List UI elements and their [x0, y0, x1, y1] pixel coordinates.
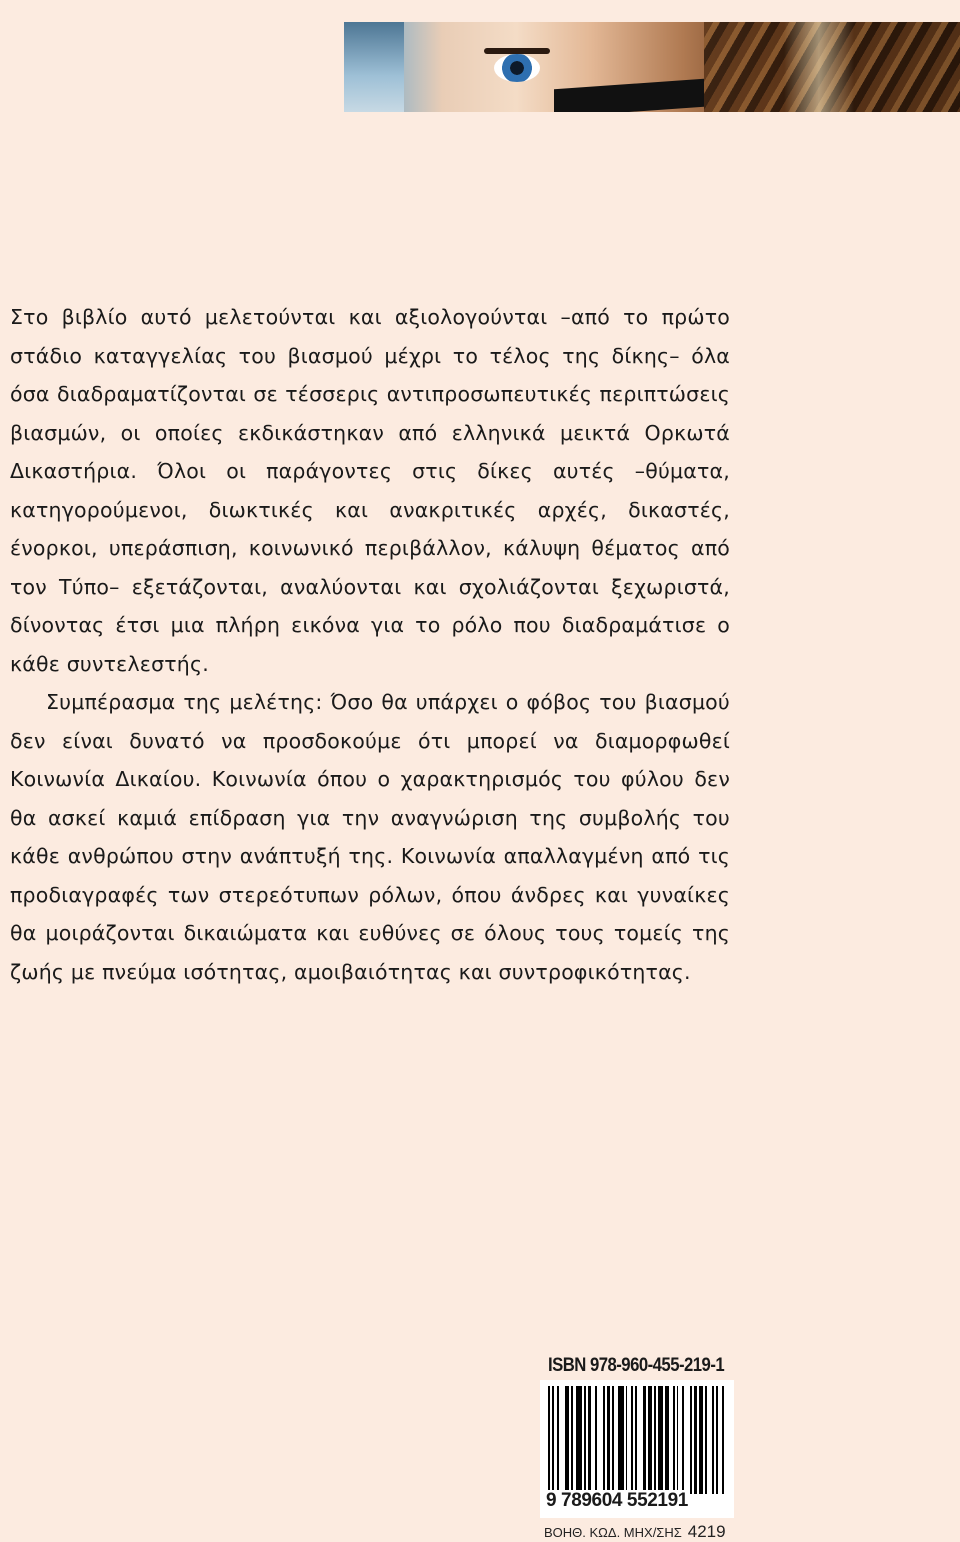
- blurb-paragraph-2: Συμπέρασμα της μελέτης: Όσο θα υπάρχει ο φόβος του βιασμού δεν είναι δυνατό να προσδοκούμε ότι μπορεί να διαμορφωθεί Κοινωνία Δικαίου. Κοινωνία όπου ο χαρακτηρισμός του φύλου δεν θα ασκεί καμιά επίδραση για την αναγνώριση της συμβολής του κάθε ανθρώπου στην ανάπτυξή της. Κοινωνία απαλλαγμένη από τις προδιαγραφές των στερεότυπων ρόλων, όπου άνδρες και γυναίκες θα μοιράζονται δικαιώματα και ευθύνες σε όλους τους τομείς της ζωής με πνεύμα ισότητας, αμοιβαιότητας και συντροφικότητας.: [10, 690, 730, 984]
- isbn-barcode: [540, 1380, 734, 1518]
- barcode-bars: [548, 1386, 726, 1494]
- code-line: [544, 1522, 726, 1542]
- barcode-digits: 9 789604 552191: [546, 1490, 688, 1511]
- code-label: ΒΟΗΘ. ΚΩΔ. ΜΗΧ/ΣΗΣ: [544, 1525, 682, 1540]
- blurb-paragraph-1: Στο βιβλίο αυτό μελετούνται και αξιολογούνται –από το πρώτο στάδιο καταγγελίας του βιασμού μέχρι το τέλος της δίκης– όλα όσα διαδραματίζονται σε τέσσερις αντιπροσωπευτικές περιπτώσεις βιασμών, οι οποίες εκδικάστηκαν από ελληνικά μεικτά Ορκωτά Δικαστήρια. Όλοι οι παράγοντες στις δίκες αυτές –θύματα, κατηγορούμενοι, διωκτικές και ανακριτικές αρχές, δικαστές, ένορκοι, υπεράσπιση, κοινωνικό περιβάλλον, κάλυψη θέματος από τον Τύπο– εξετάζονται, αναλύονται και σχολιάζονται ξεχωριστά, δίνοντας έτσι μια πλήρη εικόνα για το ρόλο που διαδραμάτισε ο κάθε συντελεστής.: [10, 305, 730, 676]
- blurb-text: [10, 298, 730, 991]
- barcode-bar: [724, 1386, 726, 1494]
- isbn-label: ISBN 978-960-455-219-1: [548, 1355, 725, 1376]
- cover-photo-doll: [344, 22, 960, 112]
- code-number: 4219: [687, 1522, 726, 1541]
